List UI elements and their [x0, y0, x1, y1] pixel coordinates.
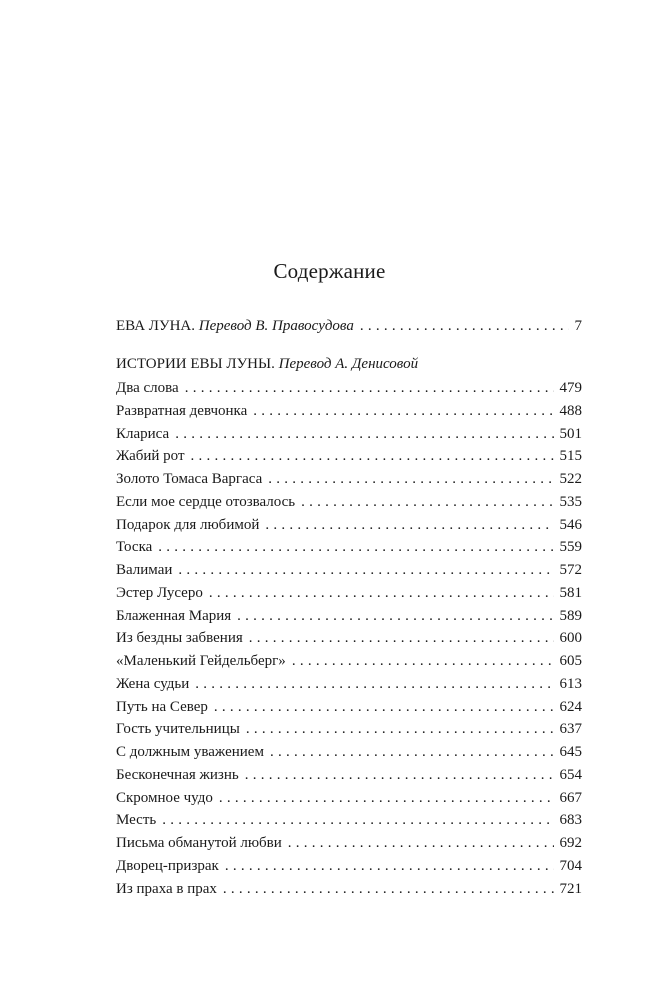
translator-credit: Перевод А. Денисовой [278, 356, 419, 372]
dot-leader [225, 858, 554, 875]
toc-entry-page: 654 [559, 766, 582, 783]
dot-leader [209, 585, 554, 602]
toc-entry-title: Дворец-призрак [116, 857, 219, 874]
toc-entry-title: Жена судьи [116, 675, 190, 692]
dot-leader [237, 608, 553, 625]
toc-entry-title [116, 318, 354, 335]
toc-entry-title: Два слова [116, 380, 179, 396]
toc-entry-title: Скромное чудо [116, 789, 213, 806]
dot-leader [270, 744, 554, 761]
toc-entry [116, 539, 582, 562]
toc-entry [116, 494, 582, 517]
toc-entry-page: 721 [559, 880, 582, 897]
toc-entry [116, 403, 582, 426]
dot-leader [246, 721, 554, 738]
dot-leader [253, 403, 553, 420]
toc-entry [116, 318, 582, 335]
toc-entry [116, 630, 582, 653]
toc-entry-page: 522 [559, 471, 582, 487]
toc-entry-page: 667 [559, 789, 582, 806]
toc-entry [116, 676, 582, 699]
toc-entry-title: «Маленький Гейдельберг» [116, 653, 286, 669]
toc-entry-page: 515 [559, 448, 582, 465]
dot-leader [249, 630, 554, 647]
toc-entry-page: 683 [559, 812, 582, 829]
toc-entry-title: Месть [116, 812, 157, 829]
dot-leader [158, 539, 553, 556]
dot-leader [301, 494, 553, 511]
toc-entry-page: 572 [559, 562, 582, 578]
dot-leader [162, 812, 553, 829]
toc-entry-page: 479 [559, 380, 582, 396]
page-title: Содержание [273, 259, 386, 283]
toc-entry-page: 581 [559, 584, 582, 601]
toc-entry-page: 501 [559, 425, 582, 442]
toc-entry-page: 7 [574, 318, 582, 334]
toc-entry [116, 585, 582, 608]
toc-entry-page: 488 [559, 402, 582, 419]
toc-entry [116, 858, 582, 881]
toc-entry-page: 692 [559, 835, 582, 851]
dot-leader [265, 517, 553, 534]
dot-leader [360, 318, 569, 335]
toc-entry-title: Путь на Север [116, 698, 208, 715]
toc-entry [116, 812, 582, 835]
toc-entry-page: 546 [559, 516, 582, 533]
part-title: ИСТОРИИ ЕВЫ ЛУНЫ. [116, 356, 275, 372]
toc-entry-page: 559 [559, 539, 582, 556]
toc-entry-title: Если мое сердце отозвалось [116, 493, 296, 510]
toc-entry-title: Тоска [116, 539, 153, 556]
toc-entry-title: Золото Томаса Варгаса [116, 471, 263, 487]
toc-entry-page: 600 [559, 630, 582, 647]
dot-leader [292, 653, 554, 670]
dot-leader [175, 426, 553, 443]
toc-entry-page: 589 [559, 607, 582, 624]
toc-entry [116, 790, 582, 813]
toc-entry [116, 721, 582, 744]
toc-entry-title: Из праха в прах [116, 880, 217, 897]
toc-entry-title: Эстер Лусеро [116, 584, 203, 601]
dot-leader [191, 448, 554, 465]
toc-entry [116, 608, 582, 631]
dot-leader [288, 835, 554, 852]
toc-entry-title: Подарок для любимой [116, 516, 260, 533]
toc-entry-page: 613 [559, 675, 582, 692]
toc-entry-title: Письма обманутой любви [116, 835, 282, 851]
dot-leader [214, 699, 554, 716]
toc-entry [116, 835, 582, 858]
toc-entry [116, 767, 582, 790]
dot-leader [178, 562, 553, 579]
toc-part-eva-luna [116, 318, 582, 335]
toc-entry [116, 448, 582, 471]
dot-leader [195, 676, 553, 693]
toc-entry-page: 624 [559, 698, 582, 715]
part-title: ЕВА ЛУНА. [116, 318, 196, 334]
toc-entry [116, 699, 582, 722]
toc-entry [116, 653, 582, 676]
translator-credit: Перевод В. Правосудова [198, 318, 354, 334]
dot-leader [223, 881, 554, 898]
toc-entry [116, 881, 582, 904]
toc-entry [116, 426, 582, 449]
toc-entry-page: 704 [559, 857, 582, 874]
dot-leader [219, 790, 554, 807]
toc-entry-title: Развратная девчонка [116, 402, 248, 419]
toc-entry-title: Валимаи [116, 562, 173, 578]
toc-entry-title: Бесконечная жизнь [116, 766, 239, 783]
dot-leader [268, 471, 553, 488]
toc-entry [116, 380, 582, 403]
toc-entry-page: 637 [559, 721, 582, 738]
dot-leader [245, 767, 554, 784]
toc-entry [116, 562, 582, 585]
toc-entry-title: Блаженная Мария [116, 607, 232, 624]
toc-entry-title: Клариса [116, 425, 170, 442]
toc-entry-title: Гость учительницы [116, 721, 240, 738]
toc-entry-title: Жабий рот [116, 448, 185, 465]
toc-entry [116, 744, 582, 767]
toc-entry-page: 535 [559, 493, 582, 510]
toc-entry-page: 605 [559, 653, 582, 669]
toc-entry [116, 517, 582, 540]
toc-entry-title: С должным уважением [116, 744, 264, 760]
toc-entry [116, 471, 582, 494]
toc-part-stories-list [116, 380, 582, 903]
dot-leader [185, 380, 554, 397]
toc-entry-title: Из бездны забвения [116, 630, 243, 647]
toc-part-stories-heading [116, 356, 582, 373]
toc-entry-page: 645 [559, 744, 582, 760]
